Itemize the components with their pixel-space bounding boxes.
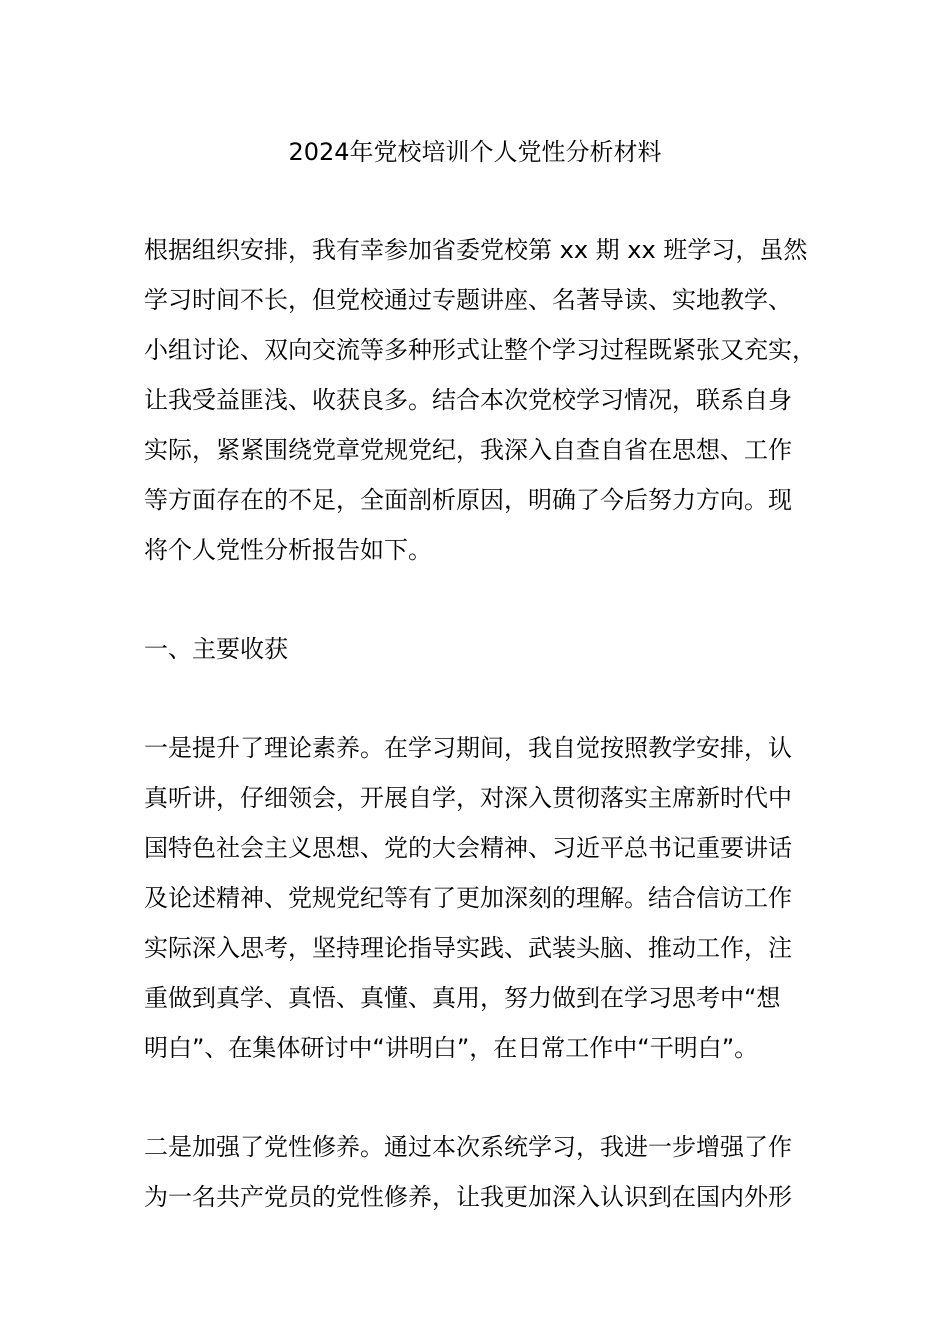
paragraph-line: 学习时间不长，但党校通过专题讲座、名著导读、实地教学、 <box>144 286 792 314</box>
paragraph-line: 及论述精神、党规党纪等有了更加深刻的理解。结合信访工作 <box>144 884 792 912</box>
paragraph-line: 将个人党性分析报告如下。 <box>144 536 432 564</box>
point-one-paragraph <box>144 723 814 1073</box>
point-two-paragraph <box>144 1122 814 1222</box>
paragraph-line: 二是加强了党性修养。通过本次系统学习，我进一步增强了作 <box>144 1133 792 1161</box>
paragraph-line: 重做到真学、真悟、真懂、真用，努力做到在学习思考中“想 <box>144 984 781 1012</box>
paragraph-line: 实际深入思考，坚持理论指导实践、武装头脑、推动工作，注 <box>144 934 792 962</box>
paragraph-line: 为一名共产党员的党性修养，让我更加深入认识到在国内外形 <box>144 1183 792 1211</box>
section-heading <box>144 624 814 674</box>
paragraph-line: 实际，紧紧围绕党章党规党纪，我深入自查自省在思想、工作 <box>144 436 792 464</box>
paragraph-line: 真听讲，仔细领会，开展自学，对深入贯彻落实主席新时代中 <box>144 784 792 812</box>
paragraph-line: 国特色社会主义思想、党的大会精神、习近平总书记重要讲话 <box>144 834 792 862</box>
section-heading-text: 一、主要收获 <box>144 635 288 663</box>
intro-paragraph <box>144 225 814 575</box>
paragraph-line: 让我受益匪浅、收获良多。结合本次党校学习情况，联系自身 <box>144 386 792 414</box>
paragraph-line: 小组讨论、双向交流等多种形式让整个学习过程既紧张又充实， <box>144 336 816 364</box>
document-title: 2024年党校培训个人党性分析材料 <box>288 138 662 166</box>
paragraph-line: 等方面存在的不足，全面剖析原因，明确了今后努力方向。现 <box>144 486 792 514</box>
paragraph-line: 明白”、在集体研讨中“讲明白”，在日常工作中“干明白”。 <box>144 1034 759 1062</box>
paragraph-line: 一是提升了理论素养。在学习期间，我自觉按照教学安排，认 <box>144 734 792 762</box>
paragraph-line: 根据组织安排，我有幸参加省委党校第 xx 期 xx 班学习，虽然 <box>144 236 808 264</box>
